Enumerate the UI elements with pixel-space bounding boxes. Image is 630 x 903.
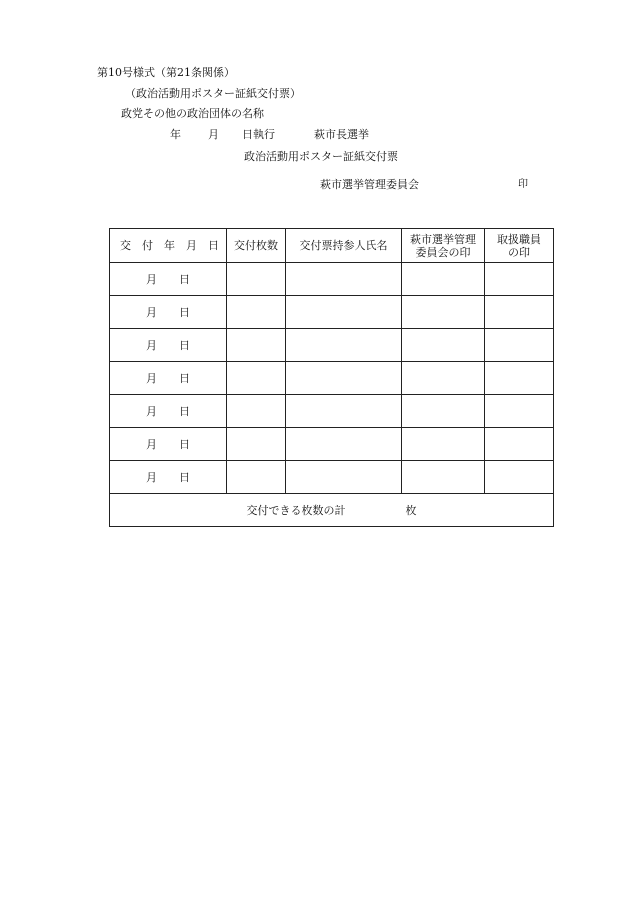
col-issue-date: 交 付 年 月 日 — [110, 229, 227, 263]
committee-seal-cell[interactable] — [402, 395, 485, 428]
row-day: 日 — [179, 372, 190, 385]
staff-seal-cell[interactable] — [485, 461, 554, 494]
form-title: 政治活動用ポスター証紙交付票 — [244, 150, 398, 163]
table-header-row — [110, 229, 554, 263]
col-committee-seal-line2: 委員会の印 — [415, 245, 471, 259]
committee-seal-cell[interactable] — [402, 461, 485, 494]
row-day: 日 — [179, 471, 190, 484]
issued-count-cell[interactable] — [227, 395, 286, 428]
committee-seal-cell[interactable] — [402, 329, 485, 362]
row-day: 日 — [179, 306, 190, 319]
bearer-name-cell[interactable] — [286, 428, 402, 461]
date-year: 年 — [170, 128, 181, 141]
issuer-name: 萩市選挙管理委員会 — [320, 178, 419, 191]
bearer-name-cell[interactable] — [286, 329, 402, 362]
seal-mark: 印 — [518, 179, 528, 190]
col-bearer-name: 交付票持参人氏名 — [286, 229, 402, 263]
row-date-cell — [110, 362, 227, 395]
row-day: 日 — [179, 438, 190, 451]
issuance-table — [109, 228, 554, 527]
issued-count-cell[interactable] — [227, 428, 286, 461]
committee-seal-cell[interactable] — [402, 362, 485, 395]
row-date-cell — [110, 263, 227, 296]
committee-seal-cell[interactable] — [402, 263, 485, 296]
col-committee-seal-line1: 萩市選挙管理 — [410, 232, 476, 246]
bearer-name-cell[interactable] — [286, 263, 402, 296]
col-issued-count: 交付枚数 — [227, 229, 286, 263]
staff-seal-cell[interactable] — [485, 428, 554, 461]
row-day: 日 — [179, 405, 190, 418]
date-day-executed: 日執行 — [242, 128, 275, 141]
staff-seal-cell[interactable] — [485, 263, 554, 296]
row-month: 月 — [146, 306, 157, 319]
col-staff-seal-line1: 取扱職員 — [497, 232, 541, 246]
date-month: 月 — [208, 128, 219, 141]
row-month: 月 — [146, 405, 157, 418]
bearer-name-cell[interactable] — [286, 395, 402, 428]
committee-seal-cell[interactable] — [402, 296, 485, 329]
staff-seal-cell[interactable] — [485, 296, 554, 329]
total-label: 交付できる枚数の計 — [246, 504, 346, 517]
row-month: 月 — [146, 273, 157, 286]
staff-seal-cell[interactable] — [485, 329, 554, 362]
issued-count-cell[interactable] — [227, 362, 286, 395]
bearer-name-cell[interactable] — [286, 296, 402, 329]
row-date-cell — [110, 428, 227, 461]
col-staff-seal-line2: の印 — [508, 245, 530, 259]
table-row — [110, 428, 554, 461]
table-row — [110, 329, 554, 362]
staff-seal-cell[interactable] — [485, 395, 554, 428]
table-row — [110, 395, 554, 428]
row-day: 日 — [179, 273, 190, 286]
table-row — [110, 263, 554, 296]
col-committee-seal — [402, 229, 485, 263]
row-date-cell — [110, 461, 227, 494]
table-row — [110, 296, 554, 329]
row-month: 月 — [146, 471, 157, 484]
issued-count-cell[interactable] — [227, 263, 286, 296]
col-staff-seal — [485, 229, 554, 263]
staff-seal-cell[interactable] — [485, 362, 554, 395]
election-date-line — [170, 128, 369, 142]
row-month: 月 — [146, 372, 157, 385]
issued-count-cell[interactable] — [227, 296, 286, 329]
row-date-cell — [110, 395, 227, 428]
party-name-label: 政党その他の政治団体の名称 — [121, 107, 264, 120]
row-date-cell — [110, 296, 227, 329]
issued-count-cell[interactable] — [227, 329, 286, 362]
row-month: 月 — [146, 438, 157, 451]
total-row — [110, 494, 554, 527]
total-cell — [110, 494, 554, 527]
form-number: 第10号様式（第21条関係） — [97, 66, 235, 79]
total-unit: 枚 — [405, 504, 417, 517]
row-date-cell — [110, 329, 227, 362]
row-month: 月 — [146, 339, 157, 352]
issued-count-cell[interactable] — [227, 461, 286, 494]
bearer-name-cell[interactable] — [286, 362, 402, 395]
row-day: 日 — [179, 339, 190, 352]
election-name: 萩市長選挙 — [314, 128, 369, 141]
committee-seal-cell[interactable] — [402, 428, 485, 461]
bearer-name-cell[interactable] — [286, 461, 402, 494]
table-row — [110, 461, 554, 494]
table-row — [110, 362, 554, 395]
form-subtitle: （政治活動用ポスター証紙交付票） — [125, 87, 301, 100]
